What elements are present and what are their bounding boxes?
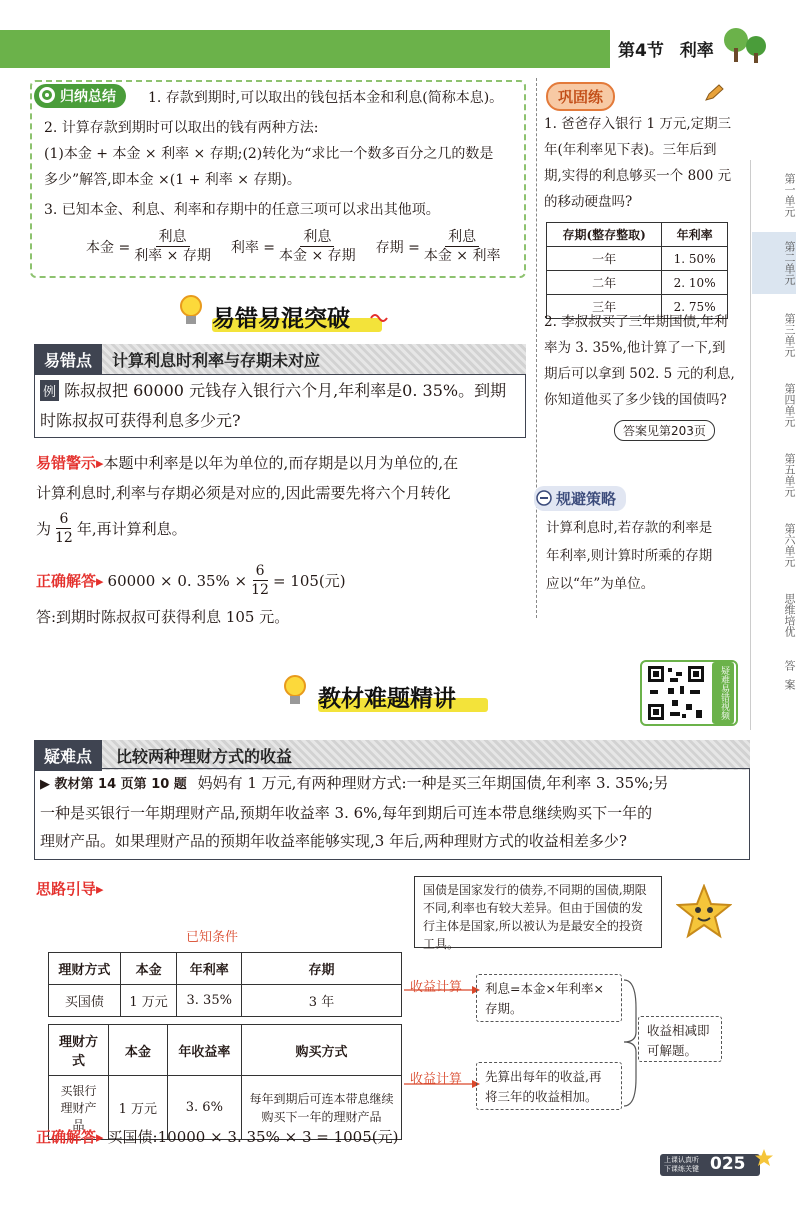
- trees-icon: [722, 26, 768, 66]
- table-cell: 每年到期后可连本带息继续购买下一年的理财产品: [242, 1076, 402, 1140]
- side-tab-unit-1[interactable]: 第一单元: [783, 173, 796, 217]
- table-cell: 1 万元: [109, 1076, 168, 1140]
- wealth-product-table: [48, 1024, 402, 1140]
- consolidate-q1-line-1: 1. 爸爸存入银行 1 万元,定期三: [544, 116, 732, 132]
- table-cell: 2. 10%: [662, 271, 728, 295]
- guide-label: 思路引导▸: [36, 880, 104, 898]
- footer-slogan: 上课认真听 下课练关键: [664, 1156, 699, 1173]
- consolidate-q2-line-3: 期后可以拿到 502. 5 元的利息,: [544, 366, 735, 382]
- pointing-hand-icon: [536, 490, 552, 506]
- error-point-text: 计算利息时利率与存期未对应: [112, 351, 321, 370]
- side-tab-unit-2[interactable]: 第二单元: [752, 232, 796, 294]
- consolidate-q1-line-4: 的移动硬盘吗?: [544, 194, 633, 210]
- pencil-icon: [704, 84, 724, 102]
- correct-answer-2: 正确解答▸ 买国债:10000 × 3. 35% × 3 = 1005(元): [36, 1128, 399, 1146]
- consolidate-label: 巩固练: [546, 82, 615, 111]
- formula-term-lhs: 存期 =: [375, 239, 420, 256]
- interest-rate-table: [546, 222, 728, 319]
- table-header-cell: 购买方式: [242, 1025, 402, 1076]
- summary-line-4: 多少”解答,即本金 ×(1 + 利率 × 存期)。: [44, 172, 301, 188]
- formula-rate-frac: $\frac{\text{利息}}{\text{本金 × 存期}}$: [279, 229, 356, 264]
- known-conditions-label: 已知条件: [186, 930, 239, 945]
- table-cell: 二年: [547, 271, 662, 295]
- error-warning-line-3: 为 $\frac{6}{12}$ 年,再计算利息。: [36, 511, 187, 546]
- side-tab-unit-5[interactable]: 第五单元: [783, 453, 796, 497]
- side-tab-answers[interactable]: 答案: [783, 660, 796, 698]
- textbook-reference: ▶ 教材第 14 页第 10 题: [40, 777, 187, 792]
- table-row: [547, 271, 728, 295]
- consolidate-q2-line-4: 你知道他买了多少钱的国债吗?: [544, 392, 727, 408]
- table-cell: 3 年: [242, 985, 402, 1017]
- table-cell: 一年: [547, 247, 662, 271]
- difference-box: 收益相减即可解题。: [638, 1016, 722, 1062]
- example-line-1: 陈叔叔把 60000 元钱存入银行六个月,年利率是0. 35%。到期: [64, 381, 507, 400]
- answer-reference[interactable]: 答案见第203页: [614, 420, 715, 441]
- header-bar: [0, 30, 610, 68]
- strategy-line-3: 应以“年”为单位。: [546, 576, 655, 592]
- strategy-line-2: 年利率,则计算时所乘的存期: [546, 548, 713, 564]
- bond-note: 国债是国家发行的债券,不同期的国债,期限不同,利率也有较大差异。但由于国债的发行主体是国家,所以被认为是最安全的投资工具。: [414, 876, 662, 948]
- formula-row: [86, 228, 504, 265]
- side-tab-unit-6[interactable]: 第六单元: [783, 523, 796, 567]
- summary-line-3: (1)本金 + 本金 × 利率 × 存期;(2)转化为“求比一个数多百分之几的数是: [44, 146, 494, 162]
- section-topic: 利率: [679, 41, 714, 61]
- table-header-row: [49, 1025, 402, 1076]
- summary-line-1: 1. 存款到期时,可以取出的钱包括本金和利息(简称本息)。: [148, 90, 504, 106]
- flow-label-product: 收益计算: [410, 1072, 463, 1087]
- lightbulb-icon: [178, 294, 204, 328]
- error-warning-line-1: 易错警示▸本题中利率是以年为单位的,而存期是以月为单位的,在: [36, 454, 459, 472]
- strategy-label: 规避策略: [534, 486, 626, 511]
- problem-line-3: 理财产品。如果理财产品的预期年收益率能够实现,3 年后,两种理财方式的收益相差多少?: [40, 832, 627, 850]
- table-header-row: [49, 953, 402, 985]
- table-cell: 三年: [547, 295, 662, 319]
- consolidate-q1-line-3: 期,实得的利息够买一个 800 元: [544, 168, 732, 184]
- summary-line-2: 2. 计算存款到期时可以取出的钱有两种方法:: [44, 120, 319, 136]
- table-header-cell: 理财方式: [49, 1025, 109, 1076]
- table-cell: 1 万元: [120, 985, 177, 1017]
- summary-label: 归纳总结: [34, 84, 126, 108]
- consolidate-q2-line-2: 率为 3. 35%,他计算了一下,到: [544, 340, 726, 356]
- difficulty-point-text: 比较两种理财方式的收益: [116, 747, 293, 766]
- table-header-cell: 本金: [120, 953, 177, 985]
- correct-answer-label: 正确解答: [36, 1128, 97, 1146]
- side-tab-unit-4[interactable]: 第四单元: [783, 383, 796, 427]
- summary-line-5: 3. 已知本金、利息、利率和存期中的任意三项可以求出其他项。: [44, 202, 440, 218]
- table-cell: 1. 50%: [662, 247, 728, 271]
- correct-answer-1-conclusion: 答:到期时陈叔叔可获得利息 105 元。: [36, 608, 290, 626]
- correct-answer-1: 正确解答 ▸ 60000 × 0. 35% × $\frac{6}{12}$ = 105(元): [36, 563, 346, 598]
- bond-formula-box: 利息=本金×年利率×存期。: [476, 974, 622, 1022]
- strategy-line-1: 计算利息时,若存款的利率是: [546, 520, 713, 536]
- bond-table: [48, 952, 402, 1017]
- squiggle-icon: [370, 312, 388, 324]
- table-header-cell: 本金: [109, 1025, 168, 1076]
- side-tab-thinking[interactable]: 思维培优: [783, 593, 796, 637]
- star-icon: [754, 1148, 774, 1168]
- formula-term-frac: $\frac{\text{利息}}{\text{本金 × 利率}}$: [423, 229, 501, 264]
- error-warning-label: 易错警示: [36, 454, 97, 472]
- problem-line-1: ▶ 教材第 14 页第 10 题 妈妈有 1 万元,有两种理财方式:一种是买三年期国债,年利率 3. 35%;另: [40, 774, 669, 792]
- star-mascot-icon: [676, 884, 732, 940]
- section1-title: 易错易混突破: [212, 306, 350, 332]
- section2-title: 教材难题精讲: [318, 686, 456, 712]
- table-header-cell: 年利率: [662, 223, 728, 247]
- formula-rate-lhs: 利率 =: [230, 239, 276, 256]
- table-cell: 3. 35%: [177, 985, 242, 1017]
- error-point-tag: 易错点: [34, 344, 102, 375]
- example-mark: 例: [40, 380, 59, 401]
- consolidate-q2-line-1: 2. 李叔叔买了三年期国债,年利: [544, 314, 728, 330]
- correct-answer-label: 正确解答: [36, 572, 97, 590]
- product-formula-box: 先算出每年的收益,再将三年的收益相加。: [476, 1062, 622, 1110]
- problem-line-2: 一种是买银行一年期理财产品,预期年收益率 3. 6%,每年到期后可连本带息继续购买下一年的: [40, 804, 653, 822]
- side-tab-unit-3[interactable]: 第三单元: [783, 313, 796, 357]
- table-row: [547, 247, 728, 271]
- lightbulb-icon: [282, 674, 308, 708]
- table-cell: 买银行理财产品: [49, 1076, 109, 1140]
- table-header-row: [547, 223, 728, 247]
- table-cell: 2. 75%: [662, 295, 728, 319]
- table-header-cell: 年利率: [177, 953, 242, 985]
- table-cell: 3. 6%: [167, 1076, 241, 1140]
- table-header-cell: 理财方式: [49, 953, 121, 985]
- difficulty-point-tag: 疑难点: [34, 740, 102, 771]
- example-line-2: 时陈叔叔可获得利息多少元?: [40, 411, 241, 430]
- table-header-cell: 存期(整存整取): [547, 223, 662, 247]
- table-cell: 买国债: [49, 985, 121, 1017]
- table-header-cell: 存期: [242, 953, 402, 985]
- error-warning-line-2: 计算利息时,利率与存期必须是对应的,因此需要先将六个月转化: [36, 484, 451, 502]
- table-row: [49, 985, 402, 1017]
- table-header-cell: 年收益率: [167, 1025, 241, 1076]
- page-number: 025: [710, 1154, 746, 1174]
- qr-label: 疑难易错视频讲解: [712, 662, 734, 724]
- flow-label-bond: 收益计算: [410, 980, 463, 995]
- section-title: [618, 36, 714, 61]
- answer-fraction: $\frac{6}{12}$: [251, 563, 269, 598]
- formula-principal-lhs: 本金 =: [86, 239, 131, 256]
- formula-principal-frac: $\frac{\text{利息}}{\text{利率 × 存期}}$: [134, 229, 211, 264]
- consolidate-q1-line-2: 年(年利率见下表)。三年后到: [544, 142, 717, 158]
- target-icon: [38, 86, 56, 104]
- warn-fraction: $\frac{6}{12}$: [55, 511, 73, 546]
- section-number: 第4节: [618, 41, 664, 61]
